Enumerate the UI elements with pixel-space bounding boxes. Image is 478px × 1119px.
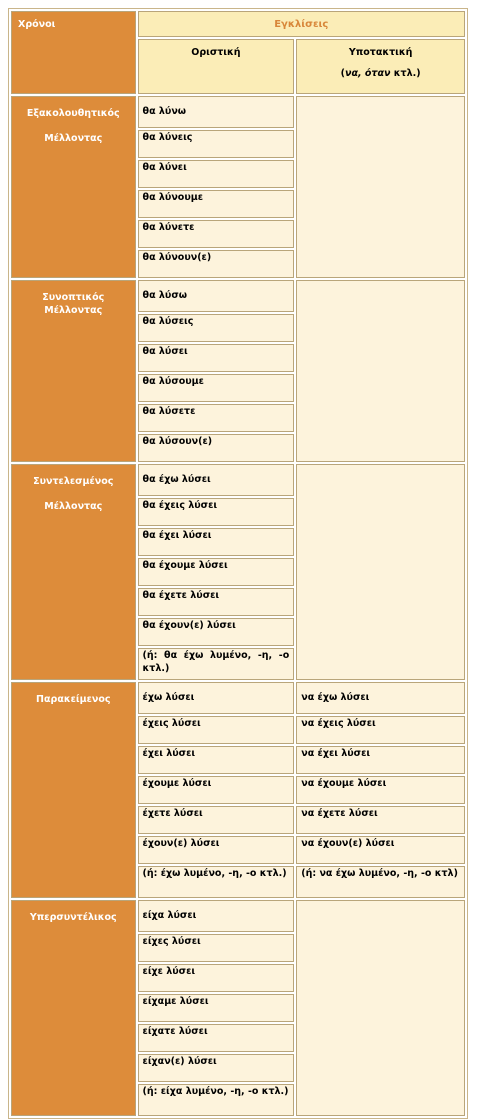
subjunctive-empty-cell bbox=[296, 464, 465, 680]
indicative-note: (ή: θα έχω λυμένο, -η, -ο κτλ.) bbox=[138, 648, 295, 680]
indicative-form: έχουν(ε) λύσει bbox=[138, 836, 295, 864]
indicative-form: έχεις λύσει bbox=[138, 716, 295, 744]
indicative-form: έχετε λύσει bbox=[138, 806, 295, 834]
indicative-form: έχω λύσει bbox=[138, 682, 295, 714]
indicative-form: θα λύσει bbox=[138, 344, 295, 372]
table-row bbox=[11, 96, 465, 128]
subjunctive-form: να έχω λύσει bbox=[296, 682, 465, 714]
tense-label-line2: Μέλλοντας bbox=[44, 501, 103, 512]
indicative-form: θα λύνουν(ε) bbox=[138, 250, 295, 278]
subjunctive-form: να έχει λύσει bbox=[296, 746, 465, 774]
conjugation-table-container bbox=[8, 8, 468, 1119]
tenses-header: Χρόνοι bbox=[11, 11, 136, 94]
tense-label bbox=[11, 280, 136, 462]
subjunctive-empty-cell bbox=[296, 900, 465, 1116]
moods-header: Εγκλίσεις bbox=[138, 11, 465, 37]
tense-label bbox=[11, 682, 136, 898]
tense-label-line2: Μέλλοντας bbox=[44, 305, 103, 316]
tense-label-line1: Συνοπτικός bbox=[42, 292, 105, 303]
indicative-form: είχε λύσει bbox=[138, 964, 295, 992]
indicative-form: είχατε λύσει bbox=[138, 1024, 295, 1052]
indicative-form: θα έχουν(ε) λύσει bbox=[138, 618, 295, 646]
subjunctive-header-note bbox=[301, 67, 460, 80]
table-row bbox=[11, 280, 465, 312]
note-open-paren: ( bbox=[340, 68, 345, 79]
indicative-note: (ή: έχω λυμένο, -η, -ο κτλ.) bbox=[138, 866, 295, 898]
indicative-form: θα λύσουμε bbox=[138, 374, 295, 402]
note-rest: κτλ.) bbox=[390, 68, 421, 79]
indicative-form: είχα λύσει bbox=[138, 900, 295, 932]
header-row-moods bbox=[11, 11, 465, 37]
indicative-header: Οριστική bbox=[138, 39, 295, 94]
tense-label bbox=[11, 900, 136, 1116]
indicative-form: θα έχεις λύσει bbox=[138, 498, 295, 526]
indicative-form: θα λύσω bbox=[138, 280, 295, 312]
tense-label-line1: Συντελεσμένος bbox=[33, 476, 114, 487]
subjunctive-form: να έχετε λύσει bbox=[296, 806, 465, 834]
table-row bbox=[11, 682, 465, 714]
tense-label bbox=[11, 96, 136, 278]
indicative-form: έχει λύσει bbox=[138, 746, 295, 774]
indicative-form: θα έχω λύσει bbox=[138, 464, 295, 496]
indicative-form: είχες λύσει bbox=[138, 934, 295, 962]
indicative-form: θα λύσετε bbox=[138, 404, 295, 432]
indicative-form: έχουμε λύσει bbox=[138, 776, 295, 804]
subjunctive-empty-cell bbox=[296, 96, 465, 278]
tense-label-line1: Υπερσυντέλικος bbox=[29, 912, 117, 923]
indicative-form: θα λύσουν(ε) bbox=[138, 434, 295, 462]
indicative-form: θα λύνετε bbox=[138, 220, 295, 248]
table-row bbox=[11, 900, 465, 932]
conjugation-table bbox=[8, 8, 468, 1119]
tense-label-line1: Εξακολουθητικός bbox=[26, 108, 120, 119]
subjunctive-header bbox=[296, 39, 465, 94]
indicative-form: θα λύνει bbox=[138, 160, 295, 188]
indicative-form: θα λύνεις bbox=[138, 130, 295, 158]
tense-label-line1: Παρακείμενος bbox=[36, 694, 111, 705]
indicative-note: (ή: είχα λυμένο, -η, -ο κτλ.) bbox=[138, 1084, 295, 1116]
subjunctive-empty-cell bbox=[296, 280, 465, 462]
indicative-form: θα λύνουμε bbox=[138, 190, 295, 218]
subjunctive-form: να έχεις λύσει bbox=[296, 716, 465, 744]
indicative-form: θα λύσεις bbox=[138, 314, 295, 342]
table-row bbox=[11, 464, 465, 496]
subjunctive-header-label: Υποτακτική bbox=[348, 47, 413, 58]
subjunctive-form: να έχουν(ε) λύσει bbox=[296, 836, 465, 864]
tense-label bbox=[11, 464, 136, 680]
subjunctive-form: να έχουμε λύσει bbox=[296, 776, 465, 804]
tense-label-line2: Μέλλοντας bbox=[44, 133, 103, 144]
indicative-form: θα έχει λύσει bbox=[138, 528, 295, 556]
indicative-form: είχαμε λύσει bbox=[138, 994, 295, 1022]
subjunctive-note: (ή: να έχω λυμένο, -η, -ο κτλ) bbox=[296, 866, 465, 898]
indicative-form: θα λύνω bbox=[138, 96, 295, 128]
indicative-form: είχαν(ε) λύσει bbox=[138, 1054, 295, 1082]
indicative-form: θα έχουμε λύσει bbox=[138, 558, 295, 586]
indicative-form: θα έχετε λύσει bbox=[138, 588, 295, 616]
note-italic: να, όταν bbox=[344, 68, 391, 79]
